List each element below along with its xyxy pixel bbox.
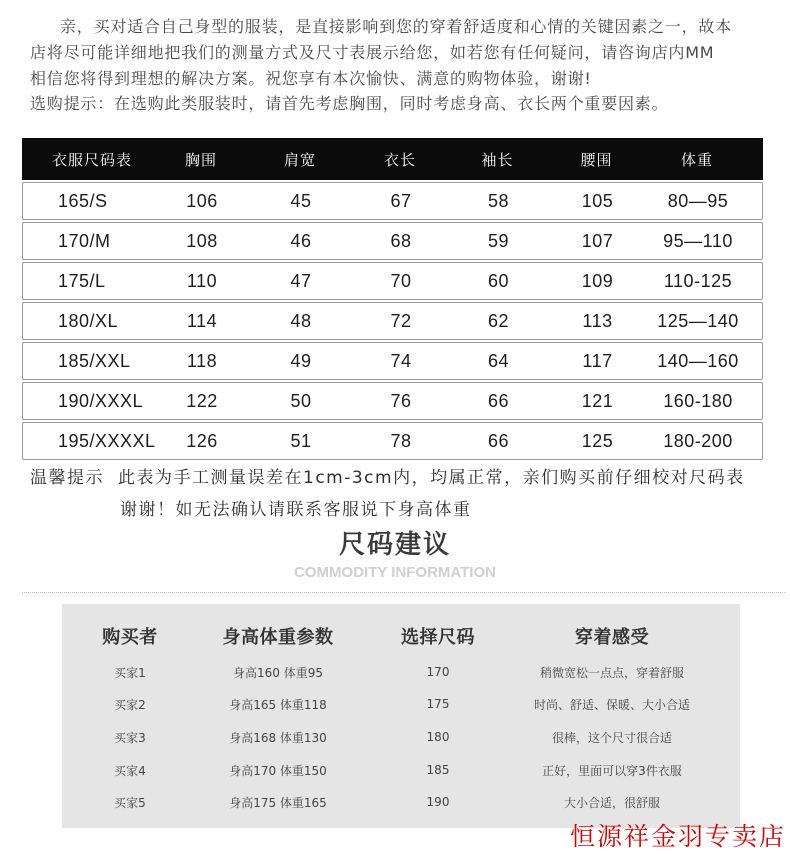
size-chart-cell: 114 [186, 310, 218, 331]
size-chart-cell: 67 [390, 190, 412, 211]
size-chart-cell: 140—160 [657, 350, 739, 371]
size-chart-cell: 45 [290, 190, 312, 211]
size-chart-header-cell: 袖长 [481, 150, 514, 169]
advice-cell: 稍微宽松一点点，穿着舒服 [539, 665, 684, 680]
size-chart-header-cell: 体重 [680, 150, 713, 169]
dotted-divider [22, 592, 785, 593]
size-chart-cell: 165/S [58, 190, 108, 211]
advice-cell: 身高165 体重118 [229, 697, 327, 712]
size-chart-header-cell: 胸围 [184, 150, 217, 169]
size-chart-cell: 47 [290, 270, 312, 291]
advice-cell: 170 [426, 665, 450, 679]
section-title: 尺码建议 [338, 530, 451, 560]
size-chart-cell: 180-200 [663, 430, 733, 451]
advice-cell: 买家3 [114, 730, 146, 745]
size-chart-cell: 95—110 [663, 230, 733, 251]
size-chart-cell: 118 [186, 350, 218, 371]
size-chart-cell: 66 [487, 390, 510, 411]
advice-header-cell: 身高体重参数 [222, 627, 334, 648]
size-chart-cell: 122 [186, 390, 218, 411]
size-chart-cell: 125 [581, 430, 614, 451]
note-text: 此表为手工测量误差在1cm-3cm内，均属正常，亲们购买前仔细校对尺码表 [118, 468, 745, 488]
size-chart-cell: 185/XXL [58, 350, 131, 371]
advice-cell: 身高175 体重165 [229, 795, 327, 810]
size-chart-cell: 110 [186, 270, 218, 291]
size-chart-header-cell: 衣服尺码表 [52, 150, 133, 169]
size-chart-cell: 106 [186, 190, 218, 211]
advice-cell: 身高168 体重130 [229, 730, 327, 745]
advice-cell: 180 [426, 730, 450, 744]
size-chart-cell: 110-125 [663, 270, 733, 291]
intro-line: 选购提示：在选购此类服装时，请首先考虑胸围，同时考虑身高、衣长两个重要因素。 [30, 94, 669, 113]
size-chart-row [22, 382, 763, 420]
size-chart-cell: 66 [487, 430, 510, 451]
size-chart-cell: 50 [290, 390, 312, 411]
advice-row [62, 661, 740, 683]
size-chart-cell: 126 [186, 430, 218, 451]
size-chart-cell: 107 [581, 230, 614, 251]
size-chart-cell: 72 [390, 310, 412, 331]
size-chart-cell: 180/XL [58, 310, 119, 331]
advice-row [62, 759, 740, 781]
advice-cell: 185 [426, 763, 450, 777]
size-chart-cell: 160-180 [663, 390, 733, 411]
size-chart-cell: 64 [487, 350, 510, 371]
size-chart-cell: 175/L [58, 270, 106, 291]
store-name-watermark: 恒源祥金羽专卖店 [569, 824, 786, 851]
advice-header-cell: 选择尺码 [401, 627, 475, 648]
size-advice-panel [62, 604, 740, 828]
size-chart-row [22, 422, 763, 460]
section-subtitle: COMMODITY INFORMATION [294, 564, 496, 581]
measurement-note [30, 466, 745, 490]
size-chart-header-cell: 衣长 [383, 150, 416, 169]
size-chart-cell: 48 [290, 310, 312, 331]
note-line-2: 谢谢！如无法确认请联系客服说下身高体重 [120, 500, 472, 520]
advice-cell: 买家2 [114, 697, 146, 712]
advice-row [62, 791, 740, 813]
size-chart-cell: 46 [290, 230, 312, 251]
size-chart-row [22, 262, 763, 300]
size-chart-cell: 60 [487, 270, 510, 291]
advice-cell: 175 [426, 697, 450, 711]
size-chart-table [22, 138, 763, 460]
advice-row [62, 693, 740, 715]
size-chart-cell: 125—140 [657, 310, 739, 331]
advice-header-row [62, 623, 740, 649]
size-chart-cell: 76 [390, 390, 412, 411]
intro-line: 店将尽可能详细地把我们的测量方式及尺寸表展示给您，如若您有任何疑问，请咨询店内MM [30, 43, 715, 62]
advice-cell: 190 [426, 795, 450, 809]
size-chart-row [22, 222, 763, 260]
size-chart-cell: 74 [390, 350, 412, 371]
size-chart-header [22, 138, 763, 180]
size-chart-cell: 78 [390, 430, 412, 451]
size-chart-cell: 113 [582, 310, 613, 331]
advice-cell: 时尚、舒适、保暖、大小合适 [533, 697, 690, 712]
advice-cell: 身高160 体重95 [233, 665, 323, 680]
size-chart-cell: 108 [186, 230, 218, 251]
advice-cell: 身高170 体重150 [229, 763, 327, 778]
note-label: 温馨提示 [30, 468, 104, 488]
size-chart-row [22, 342, 763, 380]
intro-line: 相信您将得到理想的解决方案。祝您享有本次愉快、满意的购物体验，谢谢! [30, 69, 592, 88]
advice-header-cell: 购买者 [102, 627, 158, 648]
size-chart-cell: 59 [487, 230, 510, 251]
size-chart-cell: 190/XXXL [58, 390, 144, 411]
advice-cell: 很棒，这个尺寸很合适 [551, 730, 672, 745]
advice-cell: 大小合适，很舒服 [563, 795, 660, 810]
size-chart-cell: 70 [390, 270, 412, 291]
size-chart-cell: 51 [290, 430, 312, 451]
advice-cell: 买家4 [114, 763, 146, 778]
size-chart-cell: 80—95 [667, 190, 729, 211]
size-chart-cell: 58 [487, 190, 510, 211]
size-chart-cell: 62 [487, 310, 510, 331]
size-chart-cell: 170/M [58, 230, 111, 251]
size-chart-cell: 195/XXXXL [58, 430, 156, 451]
size-chart-cell: 121 [581, 390, 614, 411]
size-chart-header-cell: 肩宽 [283, 150, 316, 169]
advice-cell: 买家5 [114, 795, 146, 810]
size-chart-cell: 49 [290, 350, 312, 371]
size-chart-cell: 105 [581, 190, 614, 211]
size-chart-header-cell: 腰围 [580, 150, 613, 169]
advice-cell: 正好，里面可以穿3件衣服 [542, 763, 682, 778]
intro-line: 亲，买对适合自己身型的服装，是直接影响到您的穿着舒适度和心情的关键因素之一，故本 [60, 17, 733, 36]
advice-row [62, 726, 740, 748]
advice-cell: 买家1 [114, 665, 146, 680]
advice-header-cell: 穿着感受 [575, 627, 649, 648]
size-chart-cell: 68 [390, 230, 412, 251]
size-chart-cell: 117 [582, 350, 613, 371]
size-chart-row [22, 302, 763, 340]
size-chart-cell: 109 [581, 270, 614, 291]
size-chart-row [22, 182, 763, 220]
